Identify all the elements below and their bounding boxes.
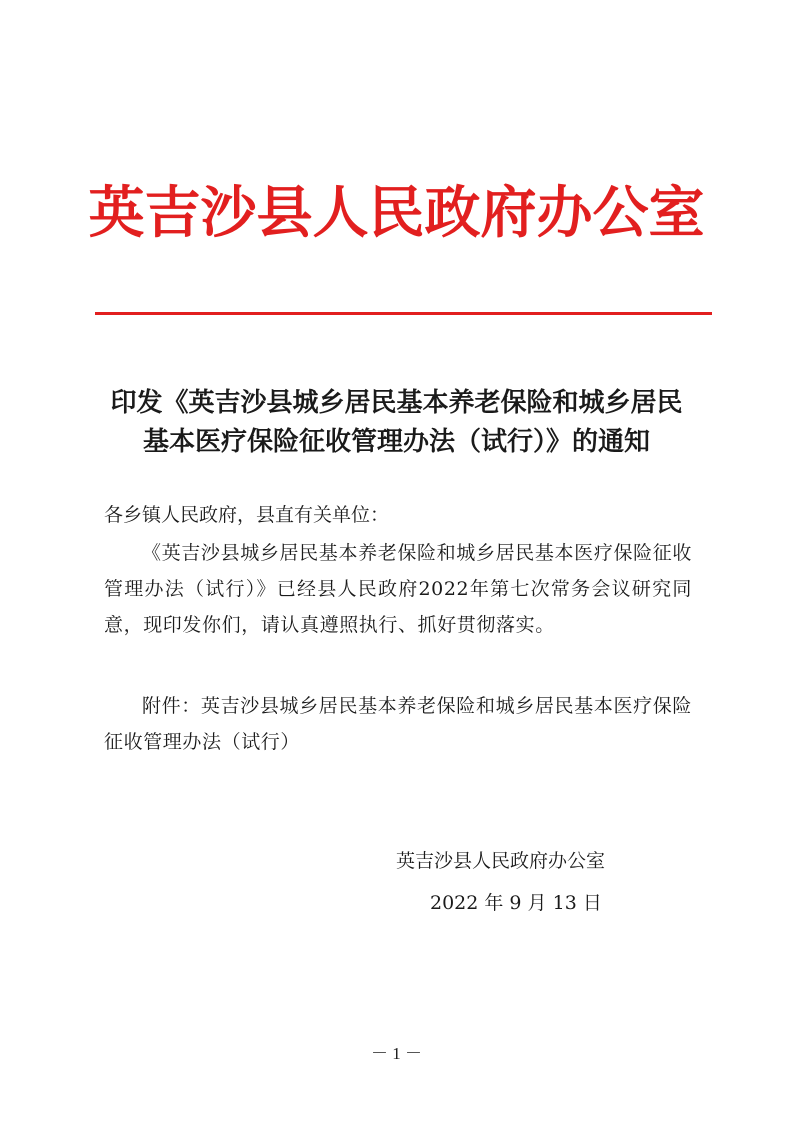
signature-date: 2022 年 9 月 13 日: [430, 892, 602, 914]
signature-block: [396, 840, 696, 924]
document-title-line-2: 基本医疗保险征收管理办法（试行）》的通知: [142, 427, 650, 457]
page-number: － 1 －: [371, 1044, 422, 1063]
body-paragraph: 《英吉沙县城乡居民基本养老保险和城乡居民基本医疗保险征收管理办法（试行）》已经县人民政府2022年第七次常务会议研究同意，现印发你们，请认真遵照执行、抓好贯彻落实。: [104, 542, 692, 636]
salutation: 各乡镇人民政府，县直有关单位：: [104, 504, 390, 526]
attachment-note: 附件：英吉沙县城乡居民基本养老保险和城乡居民基本医疗保险征收管理办法（试行）: [104, 695, 692, 753]
document-title: [60, 384, 733, 462]
masthead-red-rule: [95, 312, 712, 315]
masthead-title: 英吉沙县人民政府办公室: [88, 180, 705, 246]
signature-organization: 英吉沙县人民政府办公室: [396, 850, 606, 872]
document-title-line-1: 印发《英吉沙县城乡居民基本养老保险和城乡居民: [110, 388, 683, 418]
